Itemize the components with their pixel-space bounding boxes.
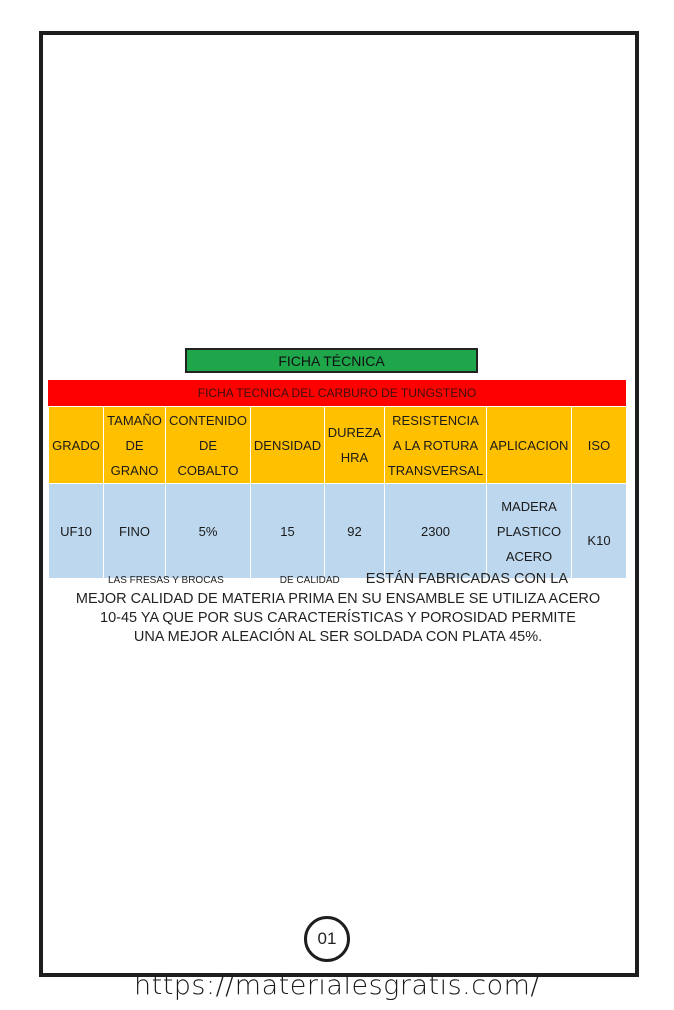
- cell-cobalto: 5%: [166, 484, 251, 579]
- spec-sheet: [48, 380, 626, 579]
- table-title-text: FICHA TECNICA DEL CARBURO DE TUNGSTENO: [197, 386, 477, 400]
- table-row: [49, 484, 627, 579]
- cell-densidad: 15: [251, 484, 325, 579]
- ficha-tecnica-banner: [185, 348, 478, 373]
- description-line-1: [44, 570, 632, 590]
- header-densidad: DENSIDAD: [251, 407, 325, 484]
- page-number-text: 01: [317, 929, 337, 948]
- header-tamano-grano: TAMAÑO DE GRANO: [104, 407, 166, 484]
- description-part-2: DE CALIDAD: [279, 575, 340, 586]
- table-title: [48, 380, 626, 406]
- website-url[interactable]: https://materialesgratis.com/: [134, 970, 540, 1001]
- page-number-badge: [304, 916, 350, 962]
- header-iso: ISO: [572, 407, 627, 484]
- header-grado: GRADO: [49, 407, 104, 484]
- cell-grano: FINO: [104, 484, 166, 579]
- banner-label: FICHA TÉCNICA: [278, 352, 385, 369]
- description-paragraph: [44, 570, 632, 647]
- spec-table: [48, 406, 627, 579]
- description-part-3: ESTÁN FABRICADAS CON LA: [365, 571, 569, 587]
- cell-resistencia: 2300: [385, 484, 487, 579]
- cell-iso: K10: [572, 484, 627, 579]
- header-contenido-cobalto: CONTENIDO DE COBALTO: [166, 407, 251, 484]
- description-line-3: 10-45 YA QUE POR SUS CARACTERÍSTICAS Y POROSIDAD PERMITE: [100, 610, 576, 626]
- cell-aplicacion: MADERA PLASTICO ACERO: [487, 484, 572, 579]
- description-line-4: UNA MEJOR ALEACIÓN AL SER SOLDADA CON PLATA 45%.: [133, 629, 543, 645]
- header-dureza: DUREZA HRA: [325, 407, 385, 484]
- description-line-2: MEJOR CALIDAD DE MATERIA PRIMA EN SU ENSAMBLE SE UTILIZA ACERO: [75, 591, 601, 607]
- header-aplicacion: APLICACION: [487, 407, 572, 484]
- header-resistencia: RESISTENCIA A LA ROTURA TRANSVERSAL: [385, 407, 487, 484]
- table-header-row: [49, 407, 627, 484]
- description-part-1: LAS FRESAS Y BROCAS: [107, 575, 224, 586]
- cell-dureza: 92: [325, 484, 385, 579]
- cell-grado: UF10: [49, 484, 104, 579]
